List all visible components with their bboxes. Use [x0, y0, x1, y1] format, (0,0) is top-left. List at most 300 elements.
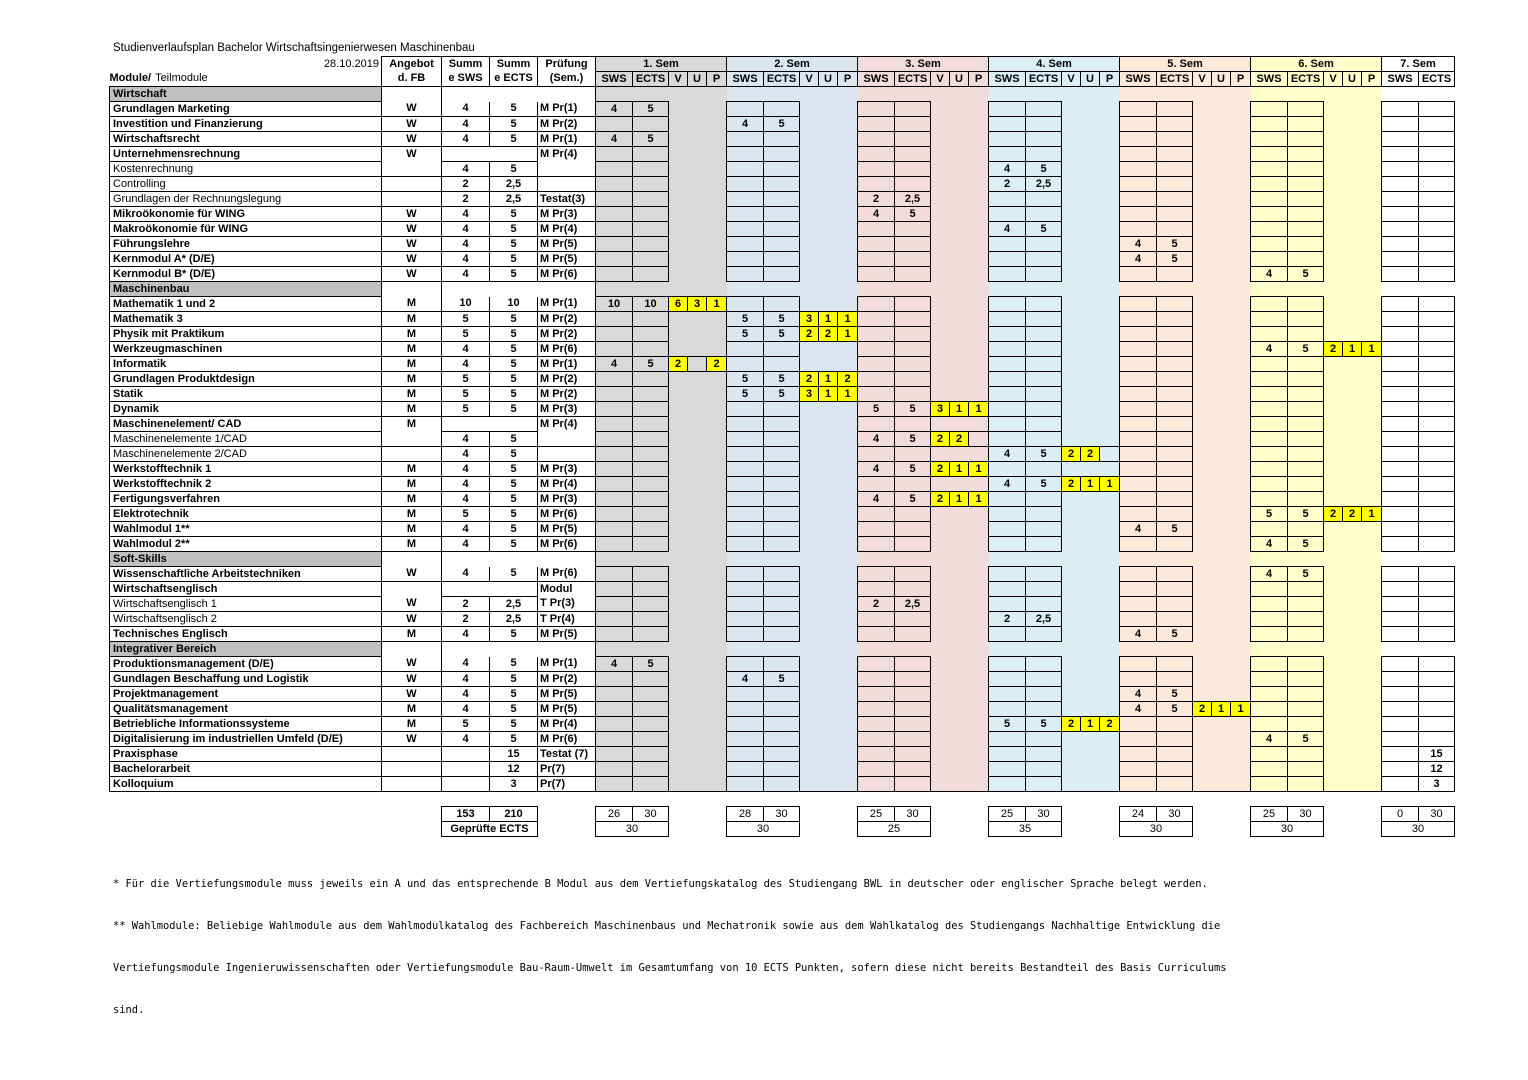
semester-vup	[819, 297, 838, 312]
semester-vup	[931, 207, 950, 222]
semester-cell	[800, 282, 819, 297]
semester-sws	[727, 762, 764, 777]
semester-sws	[1251, 237, 1288, 252]
semester-vup	[950, 717, 969, 732]
blank-cell	[538, 87, 596, 102]
semester-vup	[950, 672, 969, 687]
blank-cell	[442, 642, 490, 657]
semester-cell	[858, 642, 895, 657]
semester-vup	[1062, 507, 1081, 522]
semester-ects	[633, 162, 669, 177]
semester-vup	[969, 717, 989, 732]
semester-sws: 2	[858, 597, 895, 612]
semester-cell	[895, 642, 931, 657]
semester-sws	[1251, 612, 1288, 627]
semester-ects	[1419, 342, 1455, 357]
semester-vup	[707, 207, 727, 222]
module-row	[110, 177, 1455, 192]
semester-sws	[1251, 327, 1288, 342]
semester-sws	[596, 117, 633, 132]
semester-sws: 4	[1120, 702, 1157, 717]
semester-vup: 2	[1062, 717, 1081, 732]
blank-cell	[1193, 822, 1212, 837]
semester-sws	[727, 297, 764, 312]
semester-ects	[1419, 267, 1455, 282]
semester-vup	[688, 447, 707, 462]
semester-vup	[1100, 252, 1120, 267]
pruefung-cell: M Pr(5)	[538, 687, 596, 702]
semester-vup	[1062, 342, 1081, 357]
semester-ects	[895, 252, 931, 267]
semester-sws	[596, 777, 633, 792]
semester-ects	[1157, 657, 1193, 672]
semester-sws	[858, 582, 895, 597]
semester-ects: 5	[633, 657, 669, 672]
semester-vup	[819, 612, 838, 627]
semester-vup	[950, 507, 969, 522]
semester-vup	[800, 702, 819, 717]
summe-sws-cell: 4	[442, 252, 490, 267]
pruefung-cell: M Pr(6)	[538, 507, 596, 522]
module-name: Fertigungsverfahren	[110, 492, 382, 507]
semester-vup	[950, 537, 969, 552]
semester-cell	[989, 642, 1026, 657]
pruefung-cell: T Pr(3)	[538, 597, 596, 612]
semester-cell	[1120, 87, 1157, 102]
semester-vup	[1231, 522, 1251, 537]
semester-ects	[1288, 312, 1324, 327]
semester-sws	[989, 732, 1026, 747]
semester-vup	[1193, 507, 1212, 522]
semester-vup	[1212, 717, 1231, 732]
semester-vup	[669, 657, 688, 672]
semester-sws	[1382, 717, 1419, 732]
semester-vup	[969, 132, 989, 147]
semester-ects	[895, 162, 931, 177]
semester-vup	[1212, 612, 1231, 627]
semester-vup	[669, 717, 688, 732]
pruefung-cell: Testat(3)	[538, 192, 596, 207]
semester-cell	[1343, 642, 1362, 657]
summe-sws-cell: 4	[442, 342, 490, 357]
module-row	[110, 237, 1455, 252]
semester-vup	[1231, 657, 1251, 672]
semester-subheader: ECTS	[633, 72, 669, 87]
semester-vup	[931, 162, 950, 177]
semester-vup	[1100, 657, 1120, 672]
semester-vup	[1212, 657, 1231, 672]
semester-vup	[669, 192, 688, 207]
summe-sws-cell: 2	[442, 597, 490, 612]
semester-ects	[1157, 402, 1193, 417]
semester-vup	[1343, 222, 1362, 237]
summe-ects-cell: 5	[490, 672, 538, 687]
semester-vup	[1193, 177, 1212, 192]
semester-vup	[819, 132, 838, 147]
semester-vup	[1231, 492, 1251, 507]
semester-vup	[1324, 327, 1343, 342]
summe-sws-cell: 4	[442, 102, 490, 117]
summe-sws-cell: 2	[442, 192, 490, 207]
semester-vup	[819, 567, 838, 582]
summe-ects-cell: 5	[490, 687, 538, 702]
semester-vup	[707, 342, 727, 357]
blank-cell	[819, 822, 838, 837]
semester-ects	[1157, 297, 1193, 312]
semester-ects	[1419, 192, 1455, 207]
semester-cell	[895, 282, 931, 297]
angebot-cell: M	[382, 402, 442, 417]
semester-ects	[764, 207, 800, 222]
blank-cell	[1212, 822, 1231, 837]
semester-vup	[1081, 612, 1100, 627]
blank-cell	[490, 282, 538, 297]
semester-sws	[1251, 117, 1288, 132]
semester-vup	[1362, 297, 1382, 312]
module-row	[110, 267, 1455, 282]
blank-cell	[1062, 822, 1081, 837]
semester-ects	[895, 372, 931, 387]
semester-vup	[1362, 672, 1382, 687]
semester-ects	[1419, 252, 1455, 267]
angebot-cell: W	[382, 117, 442, 132]
semester-ects: 5	[764, 312, 800, 327]
semester-total-sws: 26	[596, 807, 633, 822]
semester-vup	[969, 537, 989, 552]
semester-vup	[800, 237, 819, 252]
pruefung-cell	[538, 432, 596, 447]
semester-vup	[688, 372, 707, 387]
blank-cell	[110, 822, 382, 837]
semester-vup	[819, 672, 838, 687]
semester-vup	[669, 627, 688, 642]
semester-vup	[1081, 522, 1100, 537]
semester-sws	[727, 417, 764, 432]
semester-vup	[1193, 522, 1212, 537]
semester-vup	[1324, 417, 1343, 432]
semester-vup	[1193, 297, 1212, 312]
summe-sws-cell: 4	[442, 132, 490, 147]
angebot-cell: M	[382, 522, 442, 537]
semester-ects	[633, 777, 669, 792]
semester-sws	[596, 597, 633, 612]
pruefung-cell: M Pr(2)	[538, 312, 596, 327]
angebot-cell	[382, 177, 442, 192]
semester-sws	[596, 567, 633, 582]
semester-sws	[1382, 762, 1419, 777]
module-row	[110, 732, 1455, 747]
semester-vup	[1062, 687, 1081, 702]
semester-sws: 2	[858, 192, 895, 207]
blank-cell	[1212, 807, 1231, 822]
semester-ects	[1026, 297, 1062, 312]
pruefung-cell: Modul	[538, 582, 596, 597]
blank-cell	[1343, 822, 1362, 837]
semester-ects	[895, 747, 931, 762]
semester-vup	[1343, 717, 1362, 732]
semester-vup	[950, 747, 969, 762]
semester-vup: 3	[931, 402, 950, 417]
pruefung-cell: M Pr(2)	[538, 387, 596, 402]
semester-vup	[950, 327, 969, 342]
summe-ects-cell: 3	[490, 777, 538, 792]
blank-cell	[382, 822, 442, 837]
semester-cell	[1343, 282, 1362, 297]
semester-vup	[688, 237, 707, 252]
semester-vup	[1062, 357, 1081, 372]
semester-vup	[1324, 222, 1343, 237]
semester-vup	[969, 417, 989, 432]
semester-total-ects: 30	[1157, 807, 1193, 822]
semester-sws	[1382, 372, 1419, 387]
semester-vup	[950, 267, 969, 282]
semester-sws	[596, 612, 633, 627]
semester-vup	[819, 357, 838, 372]
semester-vup	[1193, 777, 1212, 792]
semester-vup	[707, 432, 727, 447]
semester-vup	[1062, 327, 1081, 342]
module-name: Praxisphase	[110, 747, 382, 762]
module-row	[110, 672, 1455, 687]
semester-vup	[819, 207, 838, 222]
semester-sws: 4	[989, 447, 1026, 462]
semester-sws	[1382, 342, 1419, 357]
semester-cell	[688, 282, 707, 297]
pruefung-cell: M Pr(6)	[538, 342, 596, 357]
module-row	[110, 387, 1455, 402]
semester-cell	[1212, 87, 1231, 102]
semester-sws	[858, 732, 895, 747]
semester-vup	[950, 762, 969, 777]
semester-vup	[1062, 597, 1081, 612]
semester-vup	[1100, 612, 1120, 627]
semester-ects	[1157, 762, 1193, 777]
semester-vup	[707, 672, 727, 687]
semester-vup	[1062, 132, 1081, 147]
semester-vup	[838, 597, 858, 612]
semester-vup	[1362, 702, 1382, 717]
semester-ects	[1157, 432, 1193, 447]
semester-vup	[969, 147, 989, 162]
semester-vup	[707, 732, 727, 747]
semester-vup	[707, 132, 727, 147]
semester-ects	[1288, 432, 1324, 447]
summe-ects-cell: 5	[490, 447, 538, 462]
semester-vup	[950, 102, 969, 117]
semester-vup	[1324, 522, 1343, 537]
semester-ects	[895, 297, 931, 312]
semester-vup	[931, 177, 950, 192]
pruefung-cell: M Pr(4)	[538, 717, 596, 732]
semester-sws	[858, 297, 895, 312]
semester-vup: 2	[1062, 477, 1081, 492]
semester-vup	[931, 342, 950, 357]
semester-vup	[800, 672, 819, 687]
semester-vup	[669, 267, 688, 282]
semester-sws	[596, 717, 633, 732]
semester-sws: 4	[989, 162, 1026, 177]
semester-sws	[1251, 222, 1288, 237]
semester-vup	[931, 252, 950, 267]
semester-ects	[1288, 207, 1324, 222]
semester-vup	[1062, 387, 1081, 402]
semester-vup	[819, 417, 838, 432]
semester-sws	[1382, 582, 1419, 597]
semester-vup	[1362, 222, 1382, 237]
module-row	[110, 717, 1455, 732]
semester-vup	[1081, 267, 1100, 282]
semester-sws	[727, 567, 764, 582]
semester-ects	[1026, 627, 1062, 642]
module-name: Unternehmensrechnung	[110, 147, 382, 162]
semester-sws	[596, 492, 633, 507]
semester-vup	[1362, 207, 1382, 222]
semester-vup	[1100, 432, 1120, 447]
semester-sws	[727, 267, 764, 282]
semester-vup	[1193, 627, 1212, 642]
semester-vup	[1343, 447, 1362, 462]
semester-sws	[1251, 312, 1288, 327]
semester-vup	[1362, 432, 1382, 447]
summe-sws-cell: 4	[442, 117, 490, 132]
module-name: Wahlmodul 2**	[110, 537, 382, 552]
blank-cell	[382, 807, 442, 822]
summe-sws-cell: 5	[442, 387, 490, 402]
semester-ects	[1026, 432, 1062, 447]
semester-vup	[1212, 162, 1231, 177]
semester-sws: 4	[1120, 687, 1157, 702]
semester-vup	[950, 192, 969, 207]
semester-vup	[1324, 357, 1343, 372]
semester-sws	[596, 177, 633, 192]
semester-vup	[669, 672, 688, 687]
semester-ects	[1026, 117, 1062, 132]
semester-vup	[1193, 102, 1212, 117]
module-row	[110, 522, 1455, 537]
semester-sws	[858, 102, 895, 117]
semester-sws	[727, 657, 764, 672]
semester-ects	[764, 237, 800, 252]
module-name: Maschinenelement/ CAD	[110, 417, 382, 432]
semester-ects	[895, 237, 931, 252]
semester-vup	[1362, 387, 1382, 402]
semester-vup	[969, 117, 989, 132]
semester-vup	[1324, 777, 1343, 792]
date-label: 28.10.2019	[323, 57, 379, 70]
semester-vup	[1212, 372, 1231, 387]
semester-vup: 2	[931, 432, 950, 447]
semester-ects	[1419, 132, 1455, 147]
semester-cell	[819, 87, 838, 102]
semester-subheader: V	[1062, 72, 1081, 87]
module-row	[110, 417, 1455, 432]
semester-ects	[1288, 777, 1324, 792]
semester-vup	[1231, 672, 1251, 687]
semester-vup	[1343, 492, 1362, 507]
semester-vup	[931, 312, 950, 327]
semester-vup	[1193, 372, 1212, 387]
semester-sws	[1120, 612, 1157, 627]
semester-vup	[1362, 357, 1382, 372]
semester-sws	[1120, 582, 1157, 597]
semester-vup	[1231, 252, 1251, 267]
angebot-cell: M	[382, 327, 442, 342]
summe-ects-cell: 5	[490, 267, 538, 282]
semester-cell	[950, 282, 969, 297]
semester-vup	[931, 357, 950, 372]
semester-ects	[1026, 267, 1062, 282]
semester-vup	[1100, 567, 1120, 582]
semester-ects	[895, 672, 931, 687]
semester-ects: 5	[1157, 237, 1193, 252]
semester-vup	[1324, 462, 1343, 477]
semester-vup	[1062, 177, 1081, 192]
semester-sws	[858, 222, 895, 237]
semester-vup	[800, 537, 819, 552]
semester-vup	[800, 132, 819, 147]
semester-ects	[764, 522, 800, 537]
semester-vup	[688, 627, 707, 642]
semester-vup	[800, 507, 819, 522]
semester-vup	[1362, 567, 1382, 582]
semester-vup	[1193, 447, 1212, 462]
semester-sws	[989, 417, 1026, 432]
module-row	[110, 297, 1455, 312]
semester-subheader: U	[819, 72, 838, 87]
semester-ects	[633, 387, 669, 402]
semester-vup	[1212, 222, 1231, 237]
semester-vup	[1081, 492, 1100, 507]
module-name: Mikroökonomie für WING	[110, 207, 382, 222]
summe-sws-cell: 4	[442, 237, 490, 252]
semester-sws	[1251, 777, 1288, 792]
semester-ects	[1419, 312, 1455, 327]
semester-cell	[1288, 87, 1324, 102]
semester-sws	[989, 102, 1026, 117]
semester-cell	[633, 642, 669, 657]
semester-vup	[1100, 177, 1120, 192]
semester-cell	[1419, 282, 1455, 297]
semester-sws	[1382, 252, 1419, 267]
semester-cell	[1157, 282, 1193, 297]
semester-vup	[1193, 192, 1212, 207]
semester-vup	[1100, 627, 1120, 642]
semester-ects	[764, 492, 800, 507]
angebot-cell: W	[382, 102, 442, 117]
semester-sws	[858, 672, 895, 687]
semester-vup	[1324, 597, 1343, 612]
semester-sws	[596, 522, 633, 537]
semester-vup	[950, 567, 969, 582]
semester-vup	[669, 597, 688, 612]
pruefung-cell: M Pr(1)	[538, 102, 596, 117]
semester-total-sws: 0	[1382, 807, 1419, 822]
semester-ects	[895, 627, 931, 642]
semester-vup	[1100, 147, 1120, 162]
blank-cell	[838, 807, 858, 822]
semester-sws	[1251, 687, 1288, 702]
header-summe-ects: Summ	[490, 57, 538, 72]
semester-gepruefte-ects: 35	[989, 822, 1062, 837]
semester-ects	[1157, 447, 1193, 462]
angebot-cell: M	[382, 492, 442, 507]
semester-vup	[1212, 597, 1231, 612]
semester-ects	[895, 117, 931, 132]
module-row	[110, 597, 1455, 612]
semester-ects	[1026, 102, 1062, 117]
semester-vup	[1081, 657, 1100, 672]
summe-ects-cell: 5	[490, 327, 538, 342]
